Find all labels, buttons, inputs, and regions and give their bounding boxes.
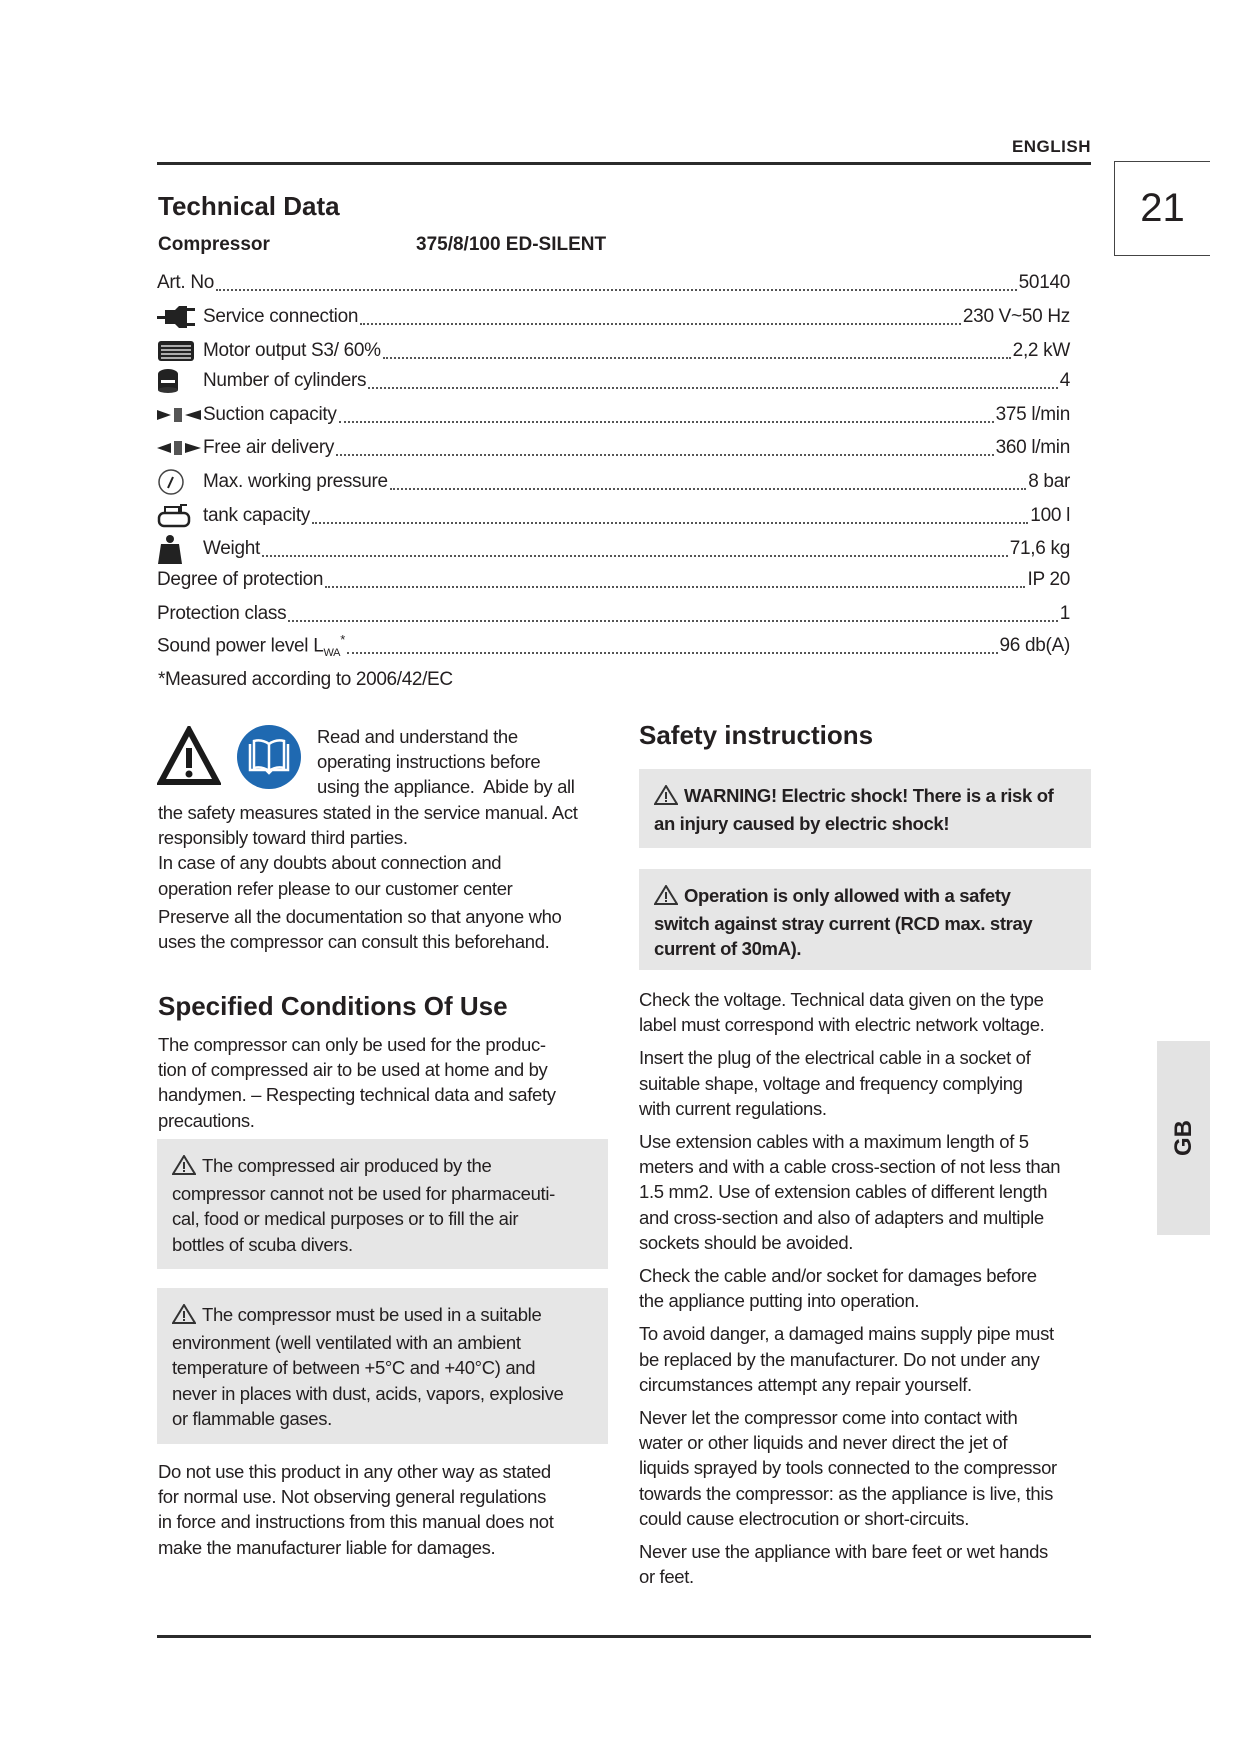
safety-paragraphs: [639, 987, 1060, 1589]
warning-triangle-icon: [157, 726, 221, 791]
safety-paragraph: Never let the compressor come into contact with water or other liquids and never direct the jet of liquids sprayed by tools connected to the compressor towards the compressor: as the appliance is live, this could cause electrocution or short-circuits.: [639, 1407, 1057, 1529]
conditions-warning-box-1: [157, 1139, 608, 1269]
spec-label-text: Number of cylinders: [203, 370, 367, 391]
safety-paragraph: Never use the appliance with bare feet or wet hands or feet.: [639, 1541, 1048, 1588]
spec-value: 8 bar: [1028, 471, 1070, 492]
spec-label: [157, 603, 286, 625]
safety-paragraph: Insert the plug of the electrical cable in a socket of suitable shape, voltage and frequency complying with current regulations.: [639, 1047, 1031, 1119]
spec-label: [203, 370, 366, 392]
conditions-warning-box-2: [157, 1288, 608, 1444]
warning-icon: [172, 1304, 196, 1330]
footnote: *Measured according to 2006/42/EC: [158, 669, 453, 690]
spec-value: 230 V~50 Hz: [962, 306, 1070, 327]
cylinder-icon: [157, 368, 203, 394]
spec-value: 4: [1059, 370, 1070, 391]
compressor-label: Compressor: [158, 234, 270, 255]
weight-icon: [157, 536, 203, 562]
spec-row: [157, 565, 1070, 595]
spec-value: 100 l: [1030, 505, 1070, 526]
conditions-title: Specified Conditions Of Use: [158, 991, 508, 1021]
compressor-model: 375/8/100 ED-SILENT: [416, 234, 607, 255]
language-label: ENGLISH: [1011, 137, 1091, 156]
spec-label: [203, 340, 381, 362]
pressure-gauge-icon: [157, 469, 203, 495]
spec-label-text: Free air delivery: [203, 437, 335, 458]
safety-paragraph: Check the cable and/or socket for damages before the appliance putting into operation.: [639, 1265, 1037, 1312]
spec-label: [203, 505, 310, 527]
dot-leader: [288, 606, 1057, 622]
warning-icon: [172, 1155, 196, 1181]
spec-value: 375 l/min: [995, 404, 1070, 425]
warning-text: The compressed air produced by the compressor cannot not be used for pharmaceuti- cal, food or medical purposes or to fill the air bottles of scuba divers.: [172, 1155, 555, 1255]
rcd-warning: [639, 869, 1091, 970]
warning-icon: [654, 785, 678, 811]
spec-value: IP 20: [1027, 569, 1070, 590]
electric-shock-warning: [639, 769, 1091, 848]
spec-row: [157, 302, 1070, 332]
dot-leader: [262, 541, 1008, 557]
dot-leader: [360, 309, 961, 325]
safety-paragraph: Use extension cables with a maximum length of 5 meters and with a cable cross-section of not less than 1.5 mm2. Use of extension cables of different length and cross-section and also of adapters and multiple sockets should be avoided.: [639, 1131, 1061, 1253]
spec-row: [157, 433, 1070, 463]
warning-text: Operation is only allowed with a safety switch against stray current (RCD max. stray current of 30mA).: [654, 885, 1033, 960]
dot-leader: [216, 275, 1017, 291]
language-tab-label: GB: [1169, 1120, 1197, 1156]
spec-row: [157, 467, 1070, 497]
page-number: 21: [1114, 161, 1210, 256]
bottom-divider: [157, 1635, 1091, 1638]
spec-value: 360 l/min: [995, 437, 1070, 458]
spec-label-text: Protection class: [157, 603, 287, 624]
spec-label: [203, 306, 358, 328]
preserve-text: Preserve all the documentation so that anyone who uses the compressor can consult this beforehand.: [158, 906, 562, 953]
spec-value: 96 db(A): [999, 635, 1070, 656]
dot-leader: [347, 638, 998, 654]
spec-label-text: tank capacity: [203, 505, 310, 526]
spec-label: [203, 471, 388, 493]
dot-leader: [339, 407, 994, 423]
language-tab: [1157, 1041, 1210, 1235]
spec-label-text: Weight: [203, 538, 260, 559]
spec-label-text: Service connection: [203, 306, 359, 327]
safety-paragraph: Check the voltage. Technical data given on the type label must correspond with electric network voltage.: [639, 989, 1045, 1036]
spec-value: 1: [1059, 603, 1070, 624]
safety-title: Safety instructions: [639, 720, 874, 750]
suction-icon: [157, 402, 203, 428]
air-delivery-icon: [157, 435, 203, 461]
spec-row: [157, 631, 1070, 661]
read-instructions-text-cont: the safety measures stated in the service manual. Act responsibly toward third parties. In case of any doubts about connection and operation refer please to our customer center: [158, 802, 578, 899]
warning-text: WARNING! Electric shock! There is a risk of an injury caused by electric shock!: [654, 785, 1054, 835]
spec-label: [157, 272, 214, 294]
dot-leader: [383, 343, 1011, 359]
spec-value: 2,2 kW: [1012, 340, 1070, 361]
conditions-disclaimer: Do not use this product in any other way as stated for normal use. Not observing general regulations in force and instructions from this manual does not make the manufacturer liable for damages.: [158, 1461, 554, 1558]
spec-row: [157, 599, 1070, 629]
spec-value: 71,6 kg: [1009, 538, 1070, 559]
spec-label: [203, 404, 337, 426]
top-divider: [157, 162, 1091, 165]
read-instructions-text: Read and understand the operating instructions before using the appliance. Abide by all: [317, 726, 575, 798]
spec-row: [157, 268, 1070, 298]
technical-data-title: Technical Data: [158, 191, 340, 221]
plug-icon: [157, 304, 203, 330]
spec-row: [157, 501, 1070, 531]
warning-text: The compressor must be used in a suitable environment (well ventilated with an ambient temperature of between +5°C and +40°C) and never in places with dust, acids, vapors, explosive or flammable gases.: [172, 1304, 564, 1429]
spec-row: [157, 400, 1070, 430]
dot-leader: [336, 440, 993, 456]
spec-label-text: Art. No: [157, 272, 215, 293]
spec-label-text: Max. working pressure: [203, 471, 388, 492]
spec-label-text: Degree of protection: [157, 569, 324, 590]
spec-label-subscript: WA: [323, 647, 341, 660]
read-manual-icon: [236, 724, 302, 795]
spec-row: [157, 336, 1070, 366]
spec-label: [157, 569, 323, 591]
spec-row: [157, 534, 1070, 564]
motor-icon: [157, 338, 203, 364]
spec-label-text: Sound power level L: [157, 635, 324, 657]
spec-label-asterisk: *: [340, 632, 345, 648]
spec-label: [203, 538, 260, 560]
dot-leader: [390, 474, 1026, 490]
spec-label-text: Motor output S3/ 60%: [203, 340, 381, 361]
tank-icon: [157, 503, 203, 529]
dot-leader: [325, 572, 1025, 588]
spec-value: 50140: [1018, 272, 1070, 293]
dot-leader: [368, 373, 1057, 389]
warning-icon: [654, 885, 678, 911]
spec-label: [203, 437, 334, 459]
spec-row: [157, 366, 1070, 396]
dot-leader: [312, 508, 1028, 524]
safety-paragraph: To avoid danger, a damaged mains supply pipe must be replaced by the manufacturer. Do not under any circumstances attempt any repair yourself.: [639, 1323, 1054, 1395]
spec-label-text: Suction capacity: [203, 404, 337, 425]
conditions-text: The compressor can only be used for the produc- tion of compressed air to be used at home and by handymen. – Respecting technical data and safety precautions.: [158, 1034, 556, 1131]
spec-label: [157, 632, 345, 659]
